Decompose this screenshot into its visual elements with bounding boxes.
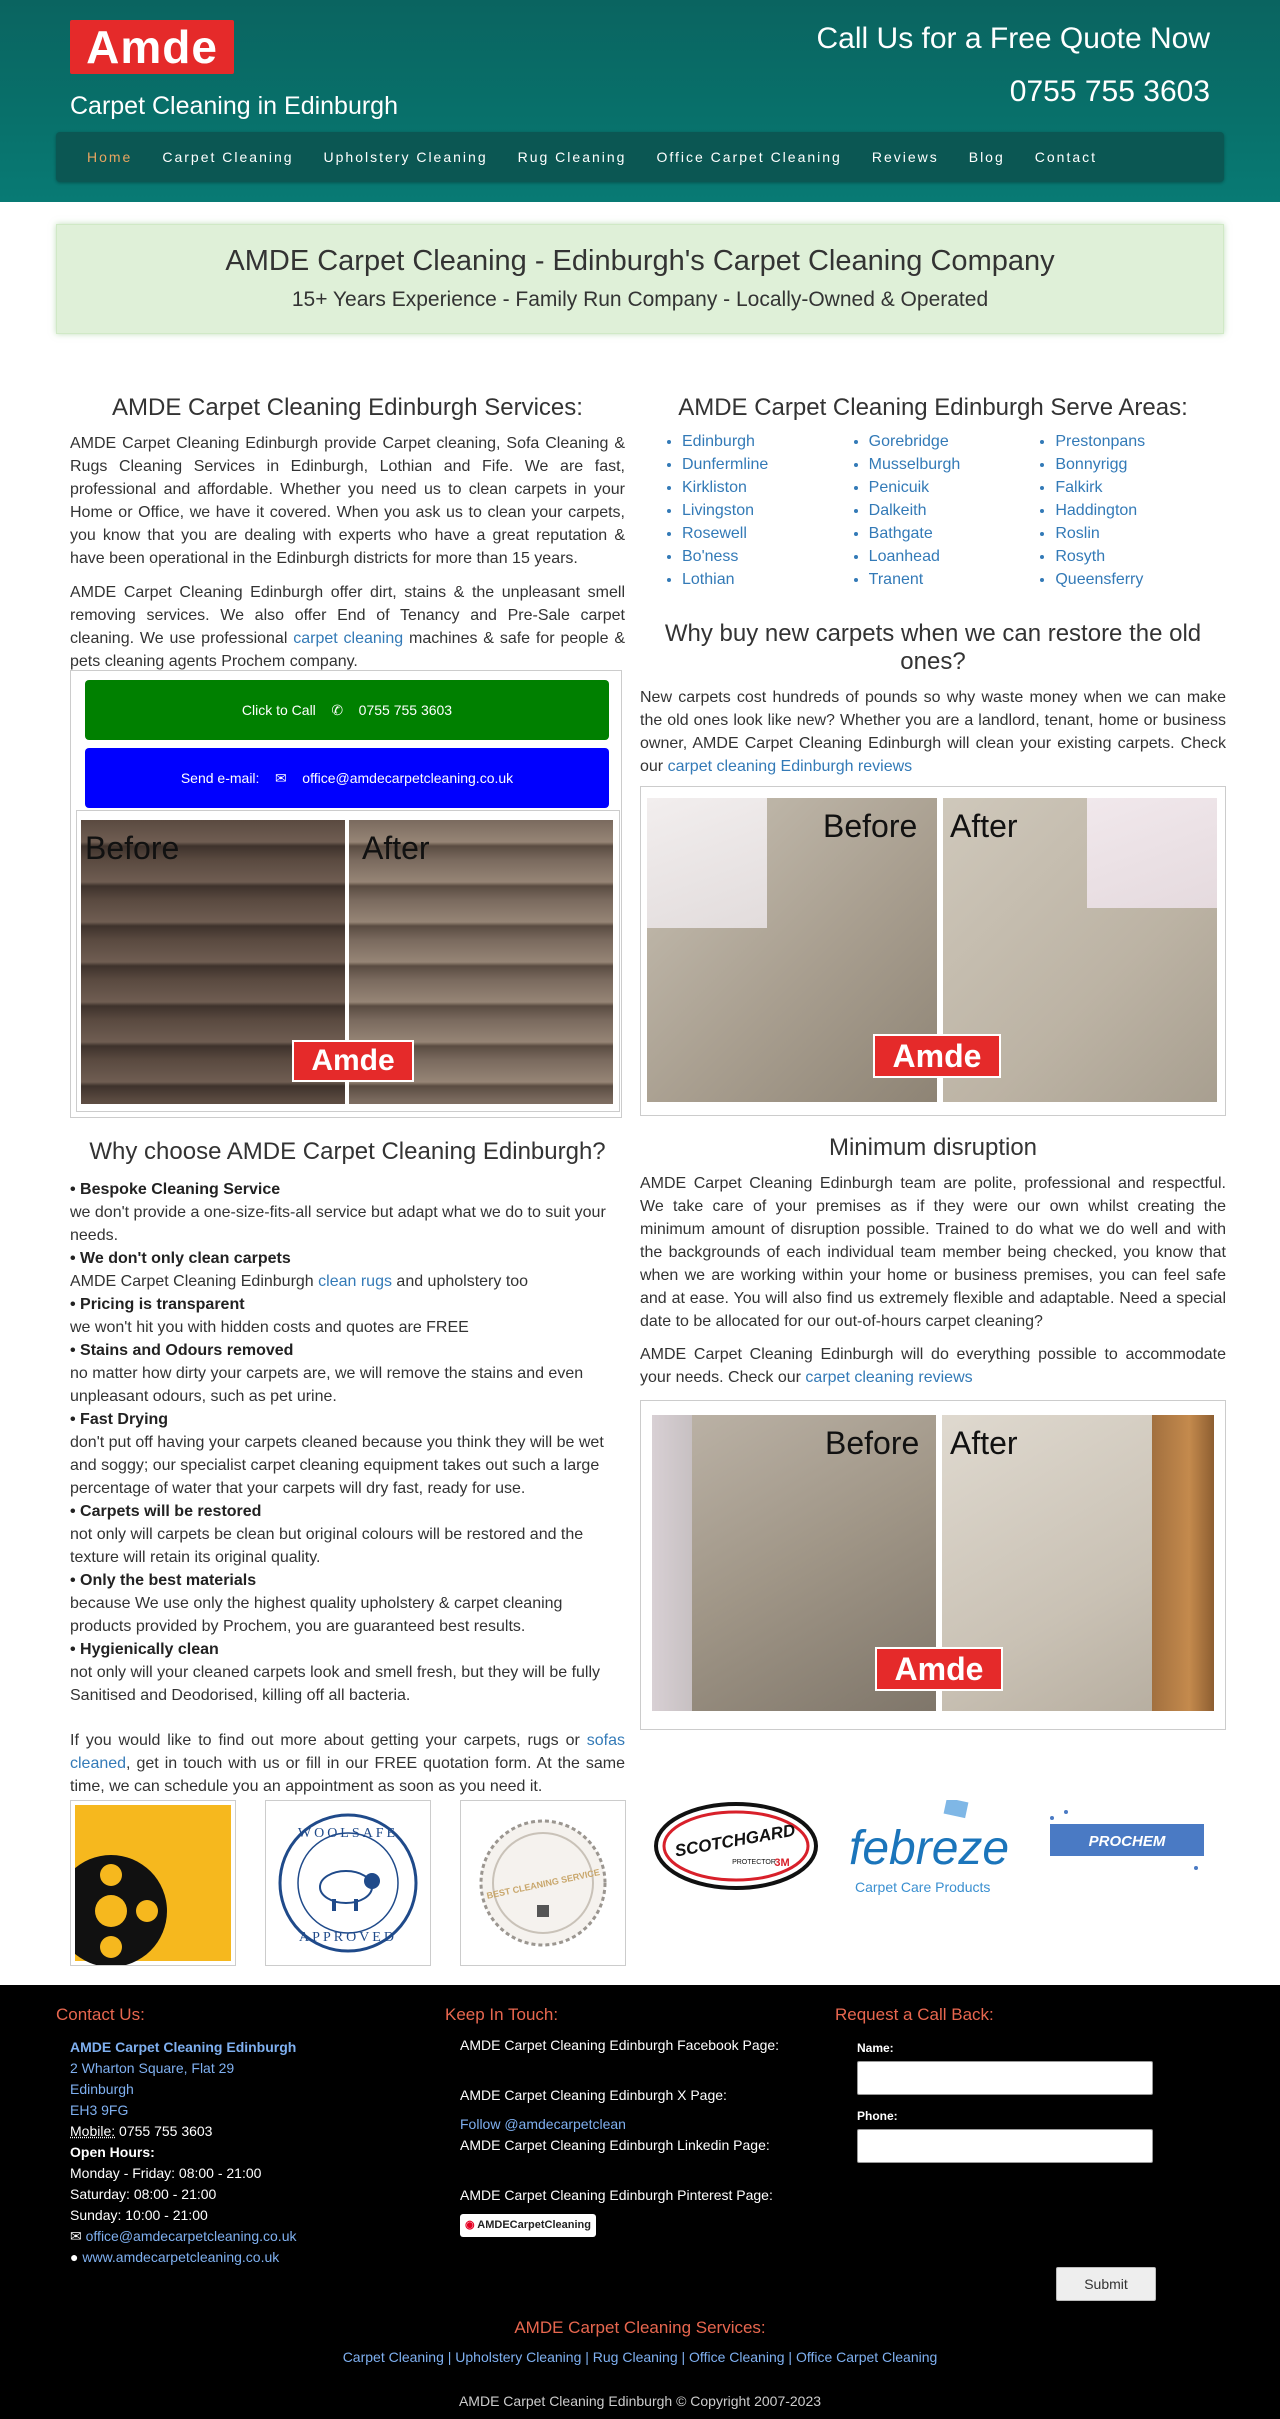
febreze-text: febreze — [849, 1822, 1010, 1875]
site-tagline: Carpet Cleaning in Edinburgh — [70, 92, 398, 120]
address-line-3: EH3 9FG — [70, 2102, 129, 2118]
facebook-label: AMDE Carpet Cleaning Edinburgh Facebook Page: — [460, 2037, 780, 2053]
send-email-button[interactable] — [85, 748, 609, 808]
call-label: Click to Call — [241, 702, 316, 718]
area-link[interactable]: • Queensferry — [1055, 568, 1220, 591]
carpet-1-wall-right — [1087, 798, 1217, 908]
pinterest-label: AMDE Carpet Cleaning Edinburgh Pinterest Page: — [460, 2187, 773, 2203]
why-outro — [70, 1729, 625, 1798]
call-number: 0755 755 3603 — [358, 702, 453, 718]
area-link[interactable]: • Rosyth — [1055, 545, 1220, 568]
area-link[interactable]: • Livingston — [682, 499, 847, 522]
mobile-label: Mobile: — [70, 2123, 116, 2139]
why-item-title: • We don't only clean carpets — [70, 1250, 291, 1267]
sofas-cleaned-link[interactable]: sofas cleaned — [70, 1732, 625, 1772]
envelope-icon: ✉ — [70, 2228, 82, 2244]
x-follow-link[interactable]: Follow @amdecarpetclean — [460, 2116, 626, 2132]
why-outro-text-b: , get in touch with us or fill in our FREE quotation form. At the same time, we can schedule you an appointment as soon as you need it. — [70, 1755, 625, 1795]
area-link[interactable]: • Prestonpans — [1055, 430, 1220, 453]
reviews-link[interactable]: carpet cleaning Edinburgh reviews — [667, 758, 913, 775]
why-heading: Why choose AMDE Carpet Cleaning Edinburgh? — [89, 1138, 606, 1165]
main-nav — [56, 132, 1224, 182]
before-label: Before — [825, 1425, 920, 1461]
why-item-text: not only will carpets be clean but original colours will be restored and the texture will retain its original quality. — [70, 1526, 584, 1566]
click-to-call-button[interactable] — [85, 680, 609, 740]
why-item-text: we won't hit you with hidden costs and quotes are FREE — [70, 1319, 469, 1336]
scotchgard-text: SCOTCHGARD — [673, 1820, 797, 1861]
why-item-title: • Carpets will be restored — [70, 1503, 262, 1520]
footer-services-links: Carpet Cleaning | Upholstery Cleaning | Rug Cleaning | Office Cleaning | Office Carpet Cleaning — [342, 2349, 938, 2365]
footer-email-link[interactable]: office@amdecarpetcleaning.co.uk — [85, 2228, 297, 2244]
badge-frame-2 — [265, 1800, 431, 1966]
prochem-logo — [1046, 1808, 1208, 1878]
email-line — [70, 2226, 430, 2247]
restore-heading: Why buy new carpets when we can restore the old ones? — [664, 620, 1202, 675]
social-block — [460, 2035, 820, 2237]
why-item-text: and upholstery too — [391, 1273, 529, 1290]
nav-upholstery-cleaning[interactable]: Upholstery Cleaning — [323, 149, 488, 165]
website-line — [70, 2247, 430, 2268]
amde-badge: Amde — [873, 1034, 1001, 1078]
envelope-icon: ✉ — [275, 770, 287, 786]
nav-carpet-cleaning[interactable]: Carpet Cleaning — [162, 149, 294, 165]
film-reel-icon — [71, 1801, 235, 1965]
nav-reviews[interactable]: Reviews — [871, 149, 939, 165]
amde-badge: Amde — [292, 1040, 414, 1082]
why-item — [70, 1408, 625, 1500]
nav-home[interactable]: Home — [87, 149, 133, 165]
nav-office-carpet-cleaning[interactable]: Office Carpet Cleaning — [656, 149, 842, 165]
area-link[interactable]: • Falkirk — [1055, 476, 1220, 499]
after-label: After — [950, 1425, 1018, 1461]
services-paragraph-1: AMDE Carpet Cleaning Edinburgh provide Carpet cleaning, Sofa Cleaning & Rugs Cleaning Services in Edinburgh, Lothian and Fife. We are fast, professional and affordable. Whether you need us to clean carpets in your Home or Office, we have it covered. When you ask us to clean your carpets, you know that you are dealing with experts who have a great reputation & have been operational in the Edinburgh districts for more than 15 years. — [70, 435, 625, 567]
submit-button[interactable]: Submit — [1056, 2267, 1156, 2301]
footer-link-rug-cleaning[interactable]: Rug Cleaning — [592, 2349, 678, 2365]
area-link[interactable]: • Roslin — [1055, 522, 1220, 545]
area-link[interactable]: • Musselburgh — [869, 453, 1034, 476]
febreze-sub-text: Carpet Care Products — [855, 1879, 991, 1895]
site-header — [0, 0, 1280, 202]
carpet-reviews-link[interactable]: carpet cleaning reviews — [805, 1369, 973, 1386]
area-link[interactable]: • Rosewell — [682, 522, 847, 545]
carpet-2-wall-left — [652, 1415, 692, 1711]
hours-saturday: Saturday: 08:00 - 21:00 — [70, 2186, 217, 2202]
services-p2-text-a: AMDE Carpet Cleaning Edinburgh offer dirt, stains & the unpleasant smell removing services. We also offer End of Tenancy and Pre-Sale carpet cleaning. We use professional — [70, 584, 625, 647]
disruption-heading: Minimum disruption — [828, 1134, 1038, 1161]
globe-icon: ● — [70, 2249, 79, 2265]
restore-text: New carpets cost hundreds of pounds so why waste money when we can make the old ones look like new? Whether you are a landlord, tenant, home or business owner, AMDE Carpet Cleaning Edinburgh will clean your existing carpets. Check our — [640, 689, 1226, 775]
phone-icon: ✆ — [331, 702, 344, 718]
scotchgard-logo — [652, 1800, 822, 1892]
why-outro-text-a: If you would like to find out more about getting your carpets, rugs or — [70, 1732, 587, 1749]
keep-in-touch-heading: Keep In Touch: — [445, 2005, 559, 2024]
area-link[interactable]: • Dunfermline — [682, 453, 847, 476]
best-cleaning-service-seal — [461, 1801, 625, 1965]
area-link[interactable]: • Bo'ness — [682, 545, 847, 568]
name-input[interactable] — [857, 2061, 1153, 2095]
banner-title: AMDE Carpet Cleaning - Edinburgh's Carpet Cleaning Company — [225, 245, 1055, 277]
why-item-text: don't put off having your carpets cleaned because you think they will be wet and soggy; our specialist carpet cleaning equipment takes out such a large percentage of water that your carpets will dry fast, ready for use. — [70, 1434, 604, 1497]
mobile-number[interactable]: 0755 755 3603 — [119, 2123, 213, 2139]
contact-heading: Contact Us: — [56, 2005, 145, 2024]
after-label: After — [362, 830, 430, 866]
contact-block — [70, 2037, 430, 2268]
header-phone[interactable]: 0755 755 3603 — [1009, 75, 1210, 108]
disruption-paragraph-2 — [640, 1343, 1226, 1389]
quote-heading: Call Us for a Free Quote Now — [816, 22, 1210, 55]
linkedin-label: AMDE Carpet Cleaning Edinburgh Linkedin Page: — [460, 2137, 770, 2153]
address-line-2: Edinburgh — [70, 2081, 134, 2097]
areas-list — [660, 430, 1220, 591]
prochem-text: PROCHEM — [1088, 1833, 1166, 1850]
why-item — [70, 1638, 625, 1707]
copyright: AMDE Carpet Cleaning Edinburgh © Copyright 2007-2023 — [458, 2393, 822, 2409]
before-label: Before — [823, 808, 918, 844]
best-cleaning-text: BEST CLEANING SERVICE — [485, 1867, 601, 1901]
why-item — [70, 1178, 625, 1247]
nav-rug-cleaning[interactable]: Rug Cleaning — [517, 149, 627, 165]
x-label: AMDE Carpet Cleaning Edinburgh X Page: — [460, 2087, 727, 2103]
banner-subtitle: 15+ Years Experience - Family Run Company - Locally-Owned & Operated — [291, 288, 989, 311]
site-logo[interactable]: Amde — [70, 20, 234, 74]
mail-label: Send e-mail: — [180, 770, 260, 786]
footer-link-upholstery-cleaning[interactable]: Upholstery Cleaning — [455, 2349, 582, 2365]
why-item — [70, 1247, 625, 1293]
why-item-title: • Pricing is transparent — [70, 1296, 245, 1313]
why-item-text: we don't provide a one-size-fits-all service but adapt what we do to suit your needs. — [70, 1204, 606, 1244]
why-item-text: because We use only the highest quality upholstery & carpet cleaning products provided by Prochem, you are guaranteed best results. — [70, 1595, 563, 1635]
why-item-text: no matter how dirty your carpets are, we will remove the stains and even unpleasant odours, such as pet urine. — [70, 1365, 584, 1405]
why-item-title: • Stains and Odours removed — [70, 1342, 294, 1359]
hours-sunday: Sunday: 10:00 - 21:00 — [70, 2207, 208, 2223]
why-item-title: • Bespoke Cleaning Service — [70, 1181, 281, 1198]
footer-link-carpet-cleaning[interactable]: Carpet Cleaning — [342, 2349, 444, 2365]
pinterest-badge-text: AMDECarpetCleaning — [477, 2219, 591, 2231]
address-line-1: 2 Wharton Square, Flat 29 — [70, 2060, 235, 2076]
area-link[interactable]: • Tranent — [869, 568, 1034, 591]
footer-website-link[interactable]: www.amdecarpetcleaning.co.uk — [82, 2249, 280, 2265]
badge-frame-3 — [460, 1800, 626, 1966]
febreze-logo — [845, 1800, 1023, 1900]
amde-badge: Amde — [875, 1647, 1003, 1691]
carpet-1-wall-left — [647, 798, 767, 928]
area-link[interactable]: • Haddington — [1055, 499, 1220, 522]
restore-paragraph — [640, 686, 1226, 778]
mail-address: office@amdecarpetcleaning.co.uk — [302, 770, 514, 786]
footer-link-office-cleaning[interactable]: Office Cleaning — [689, 2349, 785, 2365]
areas-heading: AMDE Carpet Cleaning Edinburgh Serve Areas: — [678, 394, 1188, 421]
services-paragraph-2 — [70, 581, 625, 673]
why-item — [70, 1293, 625, 1339]
hero-banner — [56, 224, 1224, 334]
why-item-title: • Only the best materials — [70, 1572, 257, 1589]
services-p2-text-b: machines & safe for people & pets cleaning agents Prochem company. — [70, 630, 626, 670]
before-label: Before — [85, 830, 180, 866]
why-item-title: • Hygienically clean — [70, 1641, 219, 1658]
footer-services-heading: AMDE Carpet Cleaning Services: — [514, 2318, 766, 2337]
why-item-title: • Fast Drying — [70, 1411, 169, 1428]
nav-contact[interactable]: Contact — [1034, 149, 1098, 165]
area-link[interactable]: • Penicuik — [869, 476, 1034, 499]
areas-column-3 — [1033, 430, 1220, 591]
why-item — [70, 1339, 625, 1408]
after-label: After — [950, 808, 1018, 844]
carpet-before-after-photo-1 — [647, 798, 1217, 1102]
areas-section — [640, 394, 1226, 422]
pinterest-icon: ◉ — [465, 2219, 475, 2231]
disruption-section — [640, 1134, 1226, 1389]
footer-link-office-carpet-cleaning[interactable]: Office Carpet Cleaning — [795, 2349, 938, 2365]
area-link[interactable]: • Dalkeith — [869, 499, 1034, 522]
clean-rugs-link[interactable]: clean rugs — [318, 1273, 392, 1290]
brand-3m-text: 3M — [774, 1857, 790, 1869]
why-section — [70, 1138, 625, 1798]
area-link[interactable]: • Loanhead — [869, 545, 1034, 568]
name-label: Name: — [857, 2041, 894, 2055]
badge-frame-1 — [70, 1800, 236, 1966]
company-name: AMDE Carpet Cleaning Edinburgh — [70, 2039, 297, 2055]
carpet-cleaning-link[interactable]: carpet cleaning — [293, 630, 404, 647]
callback-heading: Request a Call Back: — [835, 2005, 994, 2024]
woolsafe-text: WOOLSAFE — [297, 1826, 399, 1841]
restore-section — [640, 620, 1226, 778]
disruption-paragraph-1: AMDE Carpet Cleaning Edinburgh team are polite, professional and respectful. We take care of your premises as if they were our own whilst creating the minimum amount of disruption possible. Trained to do what we do well and with the backgrounds of each individual team member being checked, you know that when we are working within your home or business premises, you can feel safe and at ease. You will also find us extremely flexible and adaptable. Need a special date to be allocated for our out-of-hours carpet cleaning? — [640, 1175, 1226, 1330]
area-link[interactable]: • Edinburgh — [682, 430, 847, 453]
why-item — [70, 1569, 625, 1638]
approved-text: APPROVED — [299, 1930, 397, 1945]
stairs-before-after-photo — [81, 820, 613, 1104]
phone-input[interactable] — [857, 2129, 1153, 2163]
services-heading: AMDE Carpet Cleaning Edinburgh Services: — [112, 394, 583, 421]
area-link[interactable]: • Lothian — [682, 568, 847, 591]
area-link[interactable]: • Bonnyrigg — [1055, 453, 1220, 476]
carpet-2-door — [1152, 1415, 1214, 1711]
why-item-text: not only will your cleaned carpets look and smell fresh, but they will be fully Sanitised and Deodorised, killing off all bacteria. — [70, 1664, 601, 1704]
area-link[interactable]: • Bathgate — [869, 522, 1034, 545]
phone-label: Phone: — [857, 2109, 898, 2123]
site-footer — [0, 1985, 1280, 2419]
pinterest-follow-button[interactable] — [460, 2214, 596, 2237]
nav-blog[interactable]: Blog — [968, 149, 1005, 165]
mobile-line — [70, 2121, 430, 2142]
why-item-text: AMDE Carpet Cleaning Edinburgh — [70, 1273, 319, 1290]
areas-column-1 — [660, 430, 847, 591]
hours-heading: Open Hours: — [70, 2144, 155, 2160]
why-item — [70, 1500, 625, 1569]
services-section — [70, 394, 625, 673]
hours-weekday: Monday - Friday: 08:00 - 21:00 — [70, 2165, 262, 2181]
area-link[interactable]: • Gorebridge — [869, 430, 1034, 453]
woolsafe-logo — [266, 1801, 430, 1965]
protector-text: PROTECTOR — [732, 1859, 776, 1866]
why-list — [70, 1178, 625, 1707]
carpet-before-after-photo-2 — [652, 1415, 1214, 1711]
disruption-p2-text: AMDE Carpet Cleaning Edinburgh will do everything possible to accommodate your needs. Check our — [640, 1346, 1226, 1386]
area-link[interactable]: • Kirkliston — [682, 476, 847, 499]
areas-column-2 — [847, 430, 1034, 591]
